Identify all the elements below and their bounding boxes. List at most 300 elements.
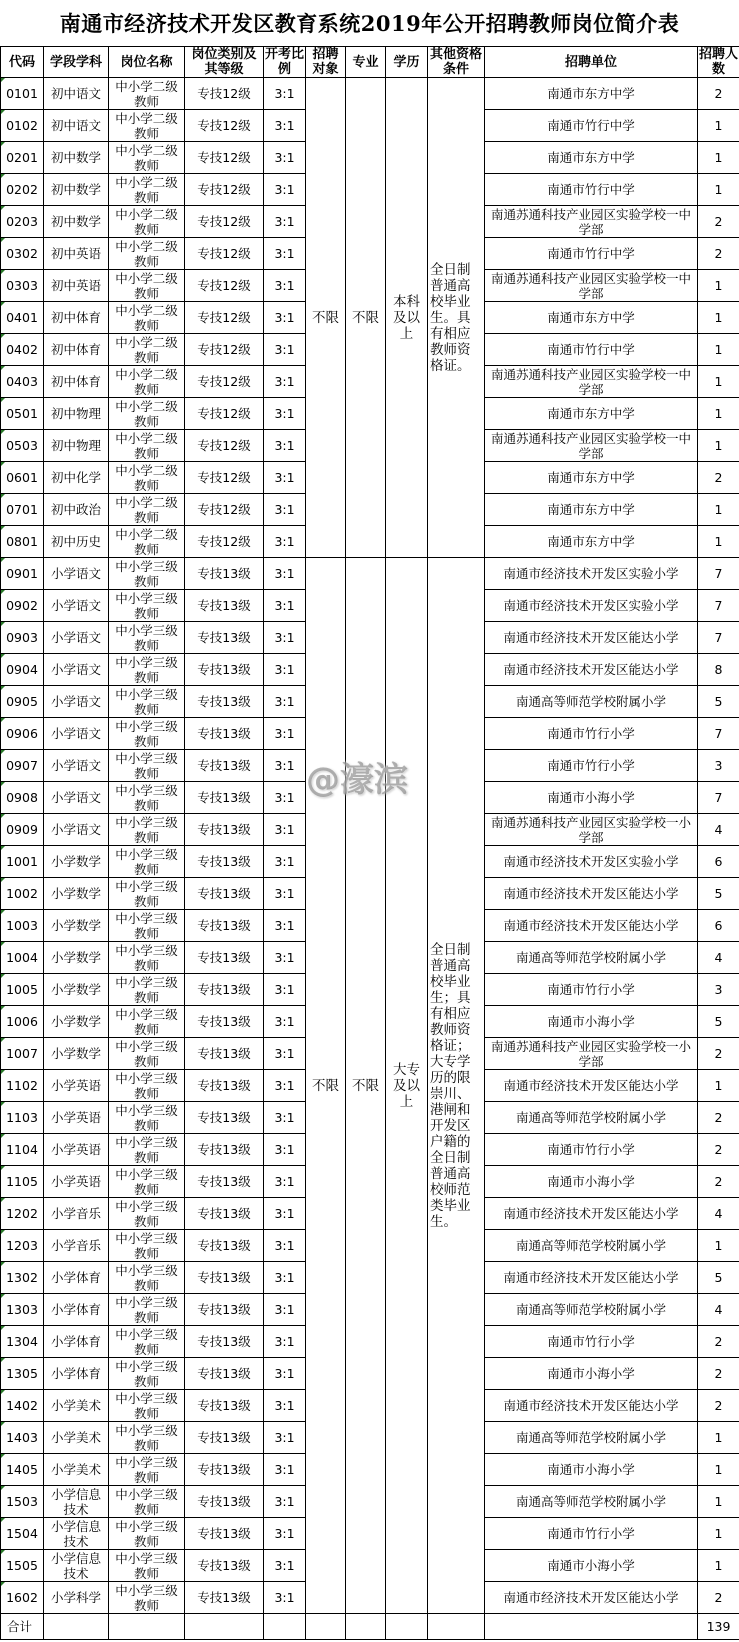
cell-code: 0202 [1,174,44,206]
cell-code: 0401 [1,302,44,334]
cell-category: 专技13级 [185,1262,264,1294]
cell-count: 1 [698,302,739,334]
cell-unit: 南通市经济技术开发区能达小学 [485,1070,698,1102]
cell-subject: 小学美术 [44,1454,109,1486]
cell-post: 中小学三级教师 [109,1326,185,1358]
cell-count: 7 [698,558,739,590]
cell-category: 专技13级 [185,974,264,1006]
empty-cell [346,1614,386,1640]
cell-unit: 南通市小海小学 [485,1358,698,1390]
cell-ratio: 3:1 [264,590,306,622]
cell-count: 1 [698,366,739,398]
cell-ratio: 3:1 [264,878,306,910]
cell-count: 2 [698,238,739,270]
cell-unit: 南通市经济技术开发区能达小学 [485,1198,698,1230]
cell-other-requirements: 全日制普通高校毕业生；具有相应教师资格证；大专学历的限崇川、港闸和开发区户籍的全日制普通高校师范类毕业生。 [428,558,485,1614]
cell-post: 中小学三级教师 [109,1518,185,1550]
cell-unit: 南通高等师范学校附属小学 [485,1230,698,1262]
cell-count: 2 [698,1358,739,1390]
cell-subject: 小学美术 [44,1390,109,1422]
cell-ratio: 3:1 [264,654,306,686]
cell-subject: 小学数学 [44,974,109,1006]
cell-subject: 小学语文 [44,558,109,590]
cell-category: 专技12级 [185,462,264,494]
cell-subject: 小学音乐 [44,1230,109,1262]
cell-category: 专技13级 [185,1166,264,1198]
column-header-ratio: 开考比例 [265,47,305,77]
cell-subject: 初中数学 [44,142,109,174]
cell-count: 4 [698,814,739,846]
cell-category: 专技13级 [185,1358,264,1390]
cell-subject: 初中语文 [44,110,109,142]
empty-cell [44,1614,109,1640]
cell-code: 0403 [1,366,44,398]
cell-count: 1 [698,334,739,366]
cell-count: 1 [698,494,739,526]
cell-post: 中小学三级教师 [109,1198,185,1230]
cell-category: 专技13级 [185,1070,264,1102]
cell-unit: 南通市东方中学 [485,142,698,174]
page-title: 南通市经济技术开发区教育系统2019年公开招聘教师岗位简介表 [59,11,680,36]
cell-ratio: 3:1 [264,462,306,494]
cell-post: 中小学三级教师 [109,1582,185,1614]
cell-count: 2 [698,1582,739,1614]
cell-ratio: 3:1 [264,494,306,526]
cell-post: 中小学三级教师 [109,974,185,1006]
cell-ratio: 3:1 [264,1102,306,1134]
cell-ratio: 3:1 [264,1326,306,1358]
cell-code: 1602 [1,1582,44,1614]
cell-post: 中小学三级教师 [109,1038,185,1070]
cell-subject: 小学语文 [44,590,109,622]
cell-post: 中小学三级教师 [109,1422,185,1454]
cell-code: 1103 [1,1102,44,1134]
cell-unit: 南通高等师范学校附属小学 [485,1422,698,1454]
cell-unit: 南通苏通科技产业园区实验学校一中学部 [485,366,698,398]
cell-post: 中小学三级教师 [109,910,185,942]
empty-cell [485,1614,698,1640]
cell-subject: 小学英语 [44,1070,109,1102]
cell-count: 2 [698,1102,739,1134]
cell-post: 中小学三级教师 [109,558,185,590]
cell-code: 0909 [1,814,44,846]
cell-subject: 小学语文 [44,750,109,782]
cell-subject: 初中化学 [44,462,109,494]
cell-count: 1 [698,1486,739,1518]
cell-category: 专技13级 [185,1230,264,1262]
cell-unit: 南通市竹行小学 [485,1326,698,1358]
cell-unit: 南通市东方中学 [485,526,698,558]
cell-count: 5 [698,1006,739,1038]
cell-count: 2 [698,1134,739,1166]
cell-unit: 南通苏通科技产业园区实验学校一中学部 [485,206,698,238]
cell-count: 1 [698,1230,739,1262]
cell-post: 中小学三级教师 [109,1262,185,1294]
cell-post: 中小学三级教师 [109,878,185,910]
cell-code: 0906 [1,718,44,750]
cell-subject: 初中政治 [44,494,109,526]
cell-unit: 南通市经济技术开发区能达小学 [485,910,698,942]
cell-unit: 南通市经济技术开发区实验小学 [485,558,698,590]
total-row [1,1614,739,1640]
column-header-subject: 学段学科 [44,47,109,78]
cell-count: 1 [698,142,739,174]
cell-target: 不限 [306,558,346,1614]
cell-subject: 小学美术 [44,1422,109,1454]
cell-unit: 南通市经济技术开发区能达小学 [485,654,698,686]
cell-post: 中小学二级教师 [109,142,185,174]
cell-code: 1405 [1,1454,44,1486]
cell-category: 专技12级 [185,174,264,206]
cell-unit: 南通市经济技术开发区能达小学 [485,1390,698,1422]
cell-code: 1304 [1,1326,44,1358]
cell-category: 专技13级 [185,1134,264,1166]
cell-ratio: 3:1 [264,1582,306,1614]
cell-code: 1402 [1,1390,44,1422]
cell-post: 中小学三级教师 [109,1294,185,1326]
cell-subject: 初中数学 [44,174,109,206]
column-header-post: 岗位名称 [109,47,185,78]
cell-education: 大专及以上 [386,558,428,1614]
cell-ratio: 3:1 [264,1070,306,1102]
cell-code: 0101 [1,78,44,110]
cell-ratio: 3:1 [264,1422,306,1454]
cell-count: 1 [698,1454,739,1486]
cell-category: 专技13级 [185,1518,264,1550]
cell-post: 中小学二级教师 [109,174,185,206]
cell-count: 3 [698,750,739,782]
cell-category: 专技13级 [185,1102,264,1134]
cell-code: 1302 [1,1262,44,1294]
cell-code: 1104 [1,1134,44,1166]
cell-other-requirements: 全日制普通高校毕业生。具有相应教师资格证。 [428,78,485,558]
cell-unit: 南通市小海小学 [485,1454,698,1486]
cell-count: 2 [698,1038,739,1070]
column-header-target: 招聘对象 [306,47,346,78]
cell-code: 0302 [1,238,44,270]
cell-subject: 小学语文 [44,782,109,814]
cell-unit: 南通市竹行中学 [485,110,698,142]
cell-post: 中小学二级教师 [109,78,185,110]
cell-category: 专技13级 [185,942,264,974]
cell-ratio: 3:1 [264,430,306,462]
cell-unit: 南通市小海小学 [485,782,698,814]
cell-post: 中小学二级教师 [109,462,185,494]
cell-code: 0201 [1,142,44,174]
cell-subject: 小学数学 [44,910,109,942]
cell-count: 1 [698,270,739,302]
cell-post: 中小学三级教师 [109,1390,185,1422]
cell-category: 专技12级 [185,110,264,142]
cell-subject: 初中体育 [44,334,109,366]
cell-post: 中小学二级教师 [109,398,185,430]
cell-post: 中小学三级教师 [109,1550,185,1582]
cell-category: 专技13级 [185,1326,264,1358]
cell-unit: 南通市竹行小学 [485,750,698,782]
cell-category: 专技13级 [185,654,264,686]
cell-ratio: 3:1 [264,1486,306,1518]
cell-count: 2 [698,206,739,238]
cell-ratio: 3:1 [264,1198,306,1230]
cell-subject: 小学数学 [44,1038,109,1070]
cell-unit: 南通市竹行中学 [485,174,698,206]
cell-unit: 南通苏通科技产业园区实验学校一小学部 [485,1038,698,1070]
cell-category: 专技13级 [185,1006,264,1038]
cell-post: 中小学三级教师 [109,1166,185,1198]
cell-subject: 小学体育 [44,1358,109,1390]
cell-ratio: 3:1 [264,270,306,302]
cell-post: 中小学三级教师 [109,1102,185,1134]
cell-unit: 南通市经济技术开发区能达小学 [485,878,698,910]
cell-count: 5 [698,1262,739,1294]
cell-count: 7 [698,622,739,654]
cell-category: 专技12级 [185,302,264,334]
cell-category: 专技12级 [185,238,264,270]
cell-count: 4 [698,1198,739,1230]
cell-post: 中小学三级教师 [109,942,185,974]
cell-unit: 南通市经济技术开发区能达小学 [485,1262,698,1294]
cell-ratio: 3:1 [264,1006,306,1038]
cell-ratio: 3:1 [264,1550,306,1582]
cell-post: 中小学三级教师 [109,750,185,782]
cell-post: 中小学二级教师 [109,302,185,334]
cell-ratio: 3:1 [264,238,306,270]
cell-code: 1001 [1,846,44,878]
cell-count: 3 [698,974,739,1006]
cell-post: 中小学三级教师 [109,814,185,846]
cell-subject: 小学数学 [44,1006,109,1038]
cell-subject: 小学音乐 [44,1198,109,1230]
recruitment-table [0,46,739,1640]
cell-ratio: 3:1 [264,1390,306,1422]
cell-code: 1004 [1,942,44,974]
cell-unit: 南通市小海小学 [485,1006,698,1038]
cell-category: 专技13级 [185,750,264,782]
cell-ratio: 3:1 [264,526,306,558]
cell-category: 专技12级 [185,334,264,366]
cell-category: 专技13级 [185,910,264,942]
cell-count: 8 [698,654,739,686]
cell-post: 中小学二级教师 [109,430,185,462]
empty-cell [428,1614,485,1640]
cell-unit: 南通市经济技术开发区实验小学 [485,846,698,878]
cell-unit: 南通市东方中学 [485,494,698,526]
cell-category: 专技13级 [185,1582,264,1614]
cell-ratio: 3:1 [264,334,306,366]
cell-category: 专技13级 [185,1550,264,1582]
cell-subject: 小学语文 [44,654,109,686]
cell-category: 专技12级 [185,526,264,558]
cell-code: 1504 [1,1518,44,1550]
cell-ratio: 3:1 [264,1262,306,1294]
cell-post: 中小学二级教师 [109,270,185,302]
cell-subject: 初中数学 [44,206,109,238]
cell-post: 中小学二级教师 [109,334,185,366]
cell-category: 专技12级 [185,78,264,110]
empty-cell [306,1614,346,1640]
cell-post: 中小学三级教师 [109,846,185,878]
cell-count: 5 [698,878,739,910]
cell-unit: 南通市竹行小学 [485,718,698,750]
cell-unit: 南通市竹行小学 [485,1518,698,1550]
cell-ratio: 3:1 [264,110,306,142]
cell-subject: 初中物理 [44,430,109,462]
cell-category: 专技13级 [185,1390,264,1422]
cell-ratio: 3:1 [264,910,306,942]
column-header-other: 其他资格条件 [428,47,485,78]
cell-code: 0501 [1,398,44,430]
cell-category: 专技13级 [185,558,264,590]
cell-category: 专技13级 [185,1486,264,1518]
cell-post: 中小学二级教师 [109,238,185,270]
cell-code: 1006 [1,1006,44,1038]
cell-target: 不限 [306,78,346,558]
cell-ratio: 3:1 [264,750,306,782]
cell-category: 专技12级 [185,398,264,430]
cell-code: 0905 [1,686,44,718]
cell-ratio: 3:1 [264,846,306,878]
column-header-code: 代码 [1,47,44,78]
empty-cell [185,1614,264,1640]
cell-post: 中小学三级教师 [109,1358,185,1390]
cell-code: 1007 [1,1038,44,1070]
cell-unit: 南通市经济技术开发区能达小学 [485,1582,698,1614]
cell-unit: 南通高等师范学校附属小学 [485,686,698,718]
cell-subject: 初中物理 [44,398,109,430]
cell-major: 不限 [346,558,386,1614]
cell-post: 中小学三级教师 [109,590,185,622]
cell-count: 6 [698,846,739,878]
cell-count: 2 [698,1166,739,1198]
cell-subject: 小学数学 [44,942,109,974]
cell-unit: 南通市东方中学 [485,302,698,334]
cell-code: 1002 [1,878,44,910]
cell-count: 1 [698,398,739,430]
cell-category: 专技12级 [185,206,264,238]
cell-code: 1202 [1,1198,44,1230]
cell-unit: 南通苏通科技产业园区实验学校一中学部 [485,430,698,462]
cell-unit: 南通市竹行中学 [485,334,698,366]
watermark: @濠滨 [306,760,408,800]
column-header-education: 学历 [386,47,428,78]
cell-category: 专技13级 [185,878,264,910]
cell-subject: 小学语文 [44,622,109,654]
cell-code: 1203 [1,1230,44,1262]
cell-subject: 初中历史 [44,526,109,558]
column-header-count: 招聘人数 [699,47,739,77]
table-row [1,78,739,110]
cell-count: 1 [698,1518,739,1550]
cell-unit: 南通苏通科技产业园区实验学校一中学部 [485,270,698,302]
cell-subject: 小学英语 [44,1102,109,1134]
cell-code: 0503 [1,430,44,462]
cell-code: 1105 [1,1166,44,1198]
cell-code: 0908 [1,782,44,814]
cell-subject: 初中体育 [44,366,109,398]
cell-post: 中小学三级教师 [109,718,185,750]
cell-code: 0801 [1,526,44,558]
cell-category: 专技13级 [185,1422,264,1454]
cell-count: 1 [698,526,739,558]
cell-category: 专技13级 [185,590,264,622]
cell-unit: 南通高等师范学校附属小学 [485,1294,698,1326]
cell-ratio: 3:1 [264,1038,306,1070]
cell-ratio: 3:1 [264,974,306,1006]
cell-post: 中小学三级教师 [109,1454,185,1486]
cell-unit: 南通高等师范学校附属小学 [485,1486,698,1518]
cell-count: 1 [698,1422,739,1454]
cell-category: 专技13级 [185,686,264,718]
cell-subject: 小学体育 [44,1262,109,1294]
cell-ratio: 3:1 [264,622,306,654]
cell-subject: 小学信息技术 [44,1518,109,1550]
empty-cell [109,1614,185,1640]
cell-ratio: 3:1 [264,206,306,238]
cell-count: 2 [698,1326,739,1358]
cell-post: 中小学三级教师 [109,622,185,654]
cell-ratio: 3:1 [264,366,306,398]
cell-unit: 南通市东方中学 [485,78,698,110]
cell-subject: 小学体育 [44,1294,109,1326]
cell-ratio: 3:1 [264,1294,306,1326]
cell-subject: 小学体育 [44,1326,109,1358]
cell-code: 1102 [1,1070,44,1102]
cell-code: 0902 [1,590,44,622]
cell-code: 0303 [1,270,44,302]
cell-post: 中小学三级教师 [109,1486,185,1518]
cell-unit: 南通高等师范学校附属小学 [485,942,698,974]
cell-subject: 小学数学 [44,878,109,910]
cell-code: 1503 [1,1486,44,1518]
cell-subject: 小学语文 [44,686,109,718]
cell-post: 中小学二级教师 [109,110,185,142]
cell-subject: 小学信息技术 [44,1486,109,1518]
cell-code: 0203 [1,206,44,238]
cell-category: 专技12级 [185,494,264,526]
cell-ratio: 3:1 [264,1454,306,1486]
cell-ratio: 3:1 [264,782,306,814]
cell-count: 1 [698,1550,739,1582]
cell-unit: 南通市小海小学 [485,1166,698,1198]
cell-post: 中小学三级教师 [109,782,185,814]
cell-subject: 小学语文 [44,718,109,750]
cell-category: 专技12级 [185,270,264,302]
cell-code: 0904 [1,654,44,686]
cell-unit: 南通苏通科技产业园区实验学校一小学部 [485,814,698,846]
cell-post: 中小学二级教师 [109,494,185,526]
cell-ratio: 3:1 [264,398,306,430]
table-row [1,558,739,590]
cell-ratio: 3:1 [264,1358,306,1390]
column-header-category: 岗位类别及其等级 [185,47,264,78]
cell-unit: 南通市东方中学 [485,398,698,430]
cell-category: 专技13级 [185,1454,264,1486]
cell-count: 4 [698,1294,739,1326]
cell-category: 专技13级 [185,622,264,654]
cell-category: 专技13级 [185,814,264,846]
cell-subject: 小学英语 [44,1166,109,1198]
cell-unit: 南通市小海小学 [485,1550,698,1582]
cell-category: 专技12级 [185,366,264,398]
cell-subject: 小学英语 [44,1134,109,1166]
cell-ratio: 3:1 [264,302,306,334]
cell-unit: 南通高等师范学校附属小学 [485,1102,698,1134]
empty-cell [264,1614,306,1640]
cell-education: 本科及以上 [386,78,428,558]
cell-post: 中小学二级教师 [109,366,185,398]
cell-code: 1005 [1,974,44,1006]
cell-count: 1 [698,174,739,206]
